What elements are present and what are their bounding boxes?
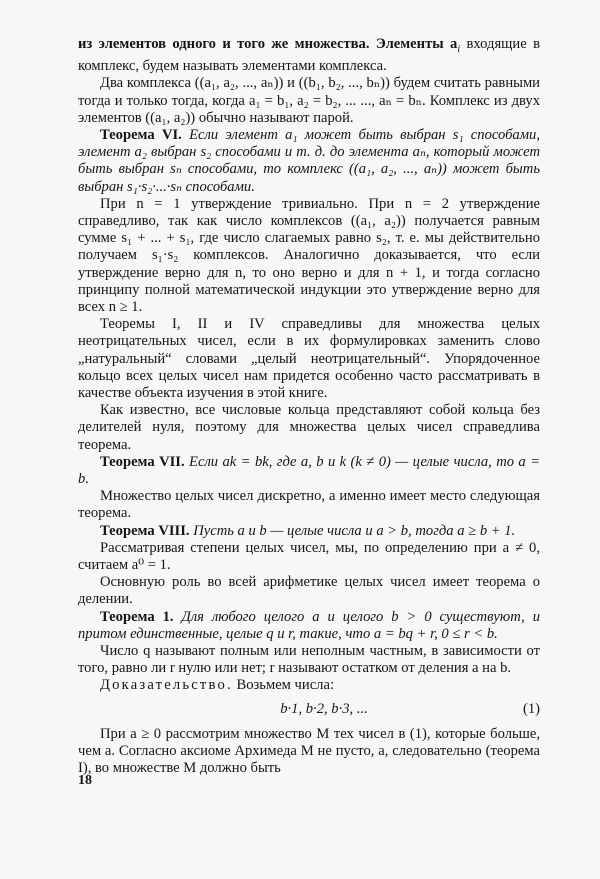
paragraph-p2 [78, 75, 540, 127]
text-run: Число q называют полным или неполным частным, в зависимости от того, равно ли r нулю или нет; r называют остатком от деления a на b. [78, 643, 540, 677]
text-run: Для любого целого a и целого b > 0 существуют, и притом единственные, целые q и r, такие, что a = bq + r, 0 ≤ r < b. [78, 608, 540, 642]
text-run: Возьмем числа: [232, 677, 334, 694]
text-run: Пусть a и b — целые числа и a > b, тогда a ≥ b + 1. [193, 522, 516, 539]
text-run: Основную роль во всей арифметике целых чисел имеет теорема о делении. [78, 574, 540, 608]
equation-expression: b·1, b·2, b·3, ... [280, 700, 368, 717]
paragraph-p11 [78, 574, 540, 608]
paragraph-p12 [78, 609, 540, 643]
body-text [78, 36, 540, 777]
text-run: При a ≥ 0 рассмотрим множество M тех чисел в (1), которые больше, чем a. Согласно аксиоме Архимеда M не пусто, а, следовательно (теорема I), во множестве M должно быть [78, 725, 540, 777]
text-run: Теорема VIII. [100, 522, 194, 539]
text-run: Теорема VII. [100, 453, 190, 470]
paragraph-p13 [78, 643, 540, 677]
text-run: i [457, 43, 461, 55]
paragraph-p15 [78, 726, 540, 778]
text-run: Доказательство. [100, 677, 233, 694]
page-number: 18 [78, 773, 92, 788]
paragraph-p10 [78, 540, 540, 574]
equation-1 [78, 701, 540, 718]
paragraph-p9 [78, 523, 540, 540]
paragraph-p6 [78, 402, 540, 454]
text-run: входящие в комплекс, будем называть элементами комплекса. [78, 36, 540, 75]
text-run: Если элемент a₁ может быть выбран s₁ способами, элемент a₂ выбран s₂ способами и т. д. до элемента aₙ, который может быть выбран sₙ способами, то комплекс ((a₁, a₂, ..., aₙ)) может быть выбран s₁·s₂·...·sₙ способами. [78, 126, 540, 195]
text-run: Теоремы I, II и IV справедливы для множества целых неотрицательных чисел, если в их формулировках заменить слово „натуральный“ словами „целый неотрицательный“. Упорядоченное кольцо всех целых чисел нам придется особенно часто рассматривать в качестве объекта изучения в этой книге. [78, 316, 540, 401]
paragraph-p3 [78, 127, 540, 196]
text-run: Два комплекса ((a₁, a₂, ..., aₙ)) и ((b₁, b₂, ..., bₙ)) будем считать равными тогда и только тогда, когда a₁ = b₁, a₂ = b₂, ... ..., aₙ = bₙ. Комплекс из двух элементов ((a₁, a₂)) обычно называют парой. [78, 75, 540, 126]
equation-number: (1) [522, 700, 540, 717]
paragraph-p14 [78, 677, 540, 694]
text-run: Если ak = bk, где a, b и k (k ≠ 0) — целые числа, то a = b. [78, 453, 540, 487]
text-run: Теорема 1. [100, 608, 182, 625]
text-run: При n = 1 утверждение тривиально. При n = 2 утверждение справедливо, так как число комплексов ((a₁, a₂)) получается равным сумме s₁ + ... + s₁, где число слагаемых равно s₂, т. е. мы действительно получаем s₁·s₂ комплексов. Аналогично доказывается, что если утверждение верно для n, то оно верно и для n + 1, и тогда согласно принципу полной математической индукции это утверждение верно для всех n ≥ 1. [78, 195, 540, 315]
text-run: Множество целых чисел дискретно, а именно имеет место следующая теорема. [78, 488, 540, 522]
paragraph-p1 [78, 36, 540, 75]
paragraph-p4 [78, 196, 540, 316]
paragraph-p8 [78, 488, 540, 522]
text-run: Рассматривая степени целых чисел, мы, по определению при a ≠ 0, считаем a⁰ = 1. [78, 539, 540, 573]
paragraph-p5 [78, 316, 540, 402]
text-run: Как известно, все числовые кольца представляют собой кольца без делителей нуля, поэтому для множества целых чисел справедлива теорема. [78, 402, 540, 453]
text-run: Теорема VI. [100, 126, 190, 143]
paragraph-p7 [78, 454, 540, 488]
text-run: из элементов одного и того же множества. Элементы a [78, 36, 458, 52]
